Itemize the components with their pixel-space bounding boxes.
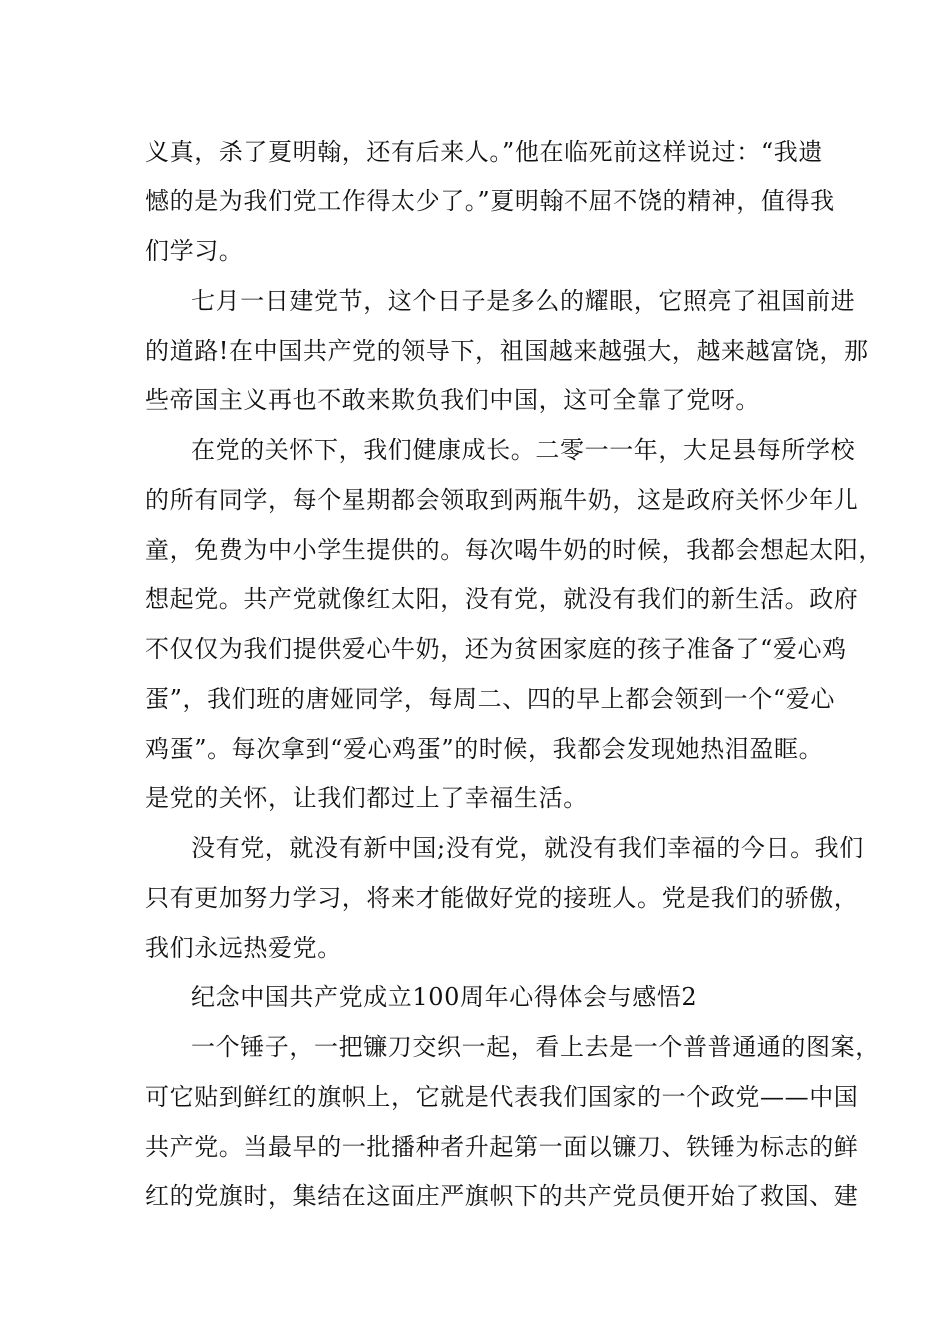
text-line: 不仅仅为我们提供爱心牛奶，还为贫困家庭的孩子准备了“爱心鸡 bbox=[145, 635, 847, 663]
text-line: 些帝国主义再也不敢来欺负我们中国，这可全靠了党呀。 bbox=[145, 386, 760, 414]
text-line: 的所有同学，每个星期都会领取到两瓶牛奶，这是政府关怀少年儿 bbox=[145, 486, 859, 514]
text-line: 童，免费为中小学生提供的。每次喝牛奶的时候，我都会想起太阳， bbox=[145, 536, 883, 564]
text-line: 是党的关怀，让我们都过上了幸福生活。 bbox=[145, 784, 588, 812]
section-title: 纪念中国共产党成立100周年心得体会与感悟2 bbox=[191, 983, 698, 1011]
paragraph-start-line: 在党的关怀下，我们健康成长。二零一一年，大足县每所学校 bbox=[191, 436, 856, 464]
text-line: 只有更加努力学习，将来才能做好党的接班人。党是我们的骄傲， bbox=[145, 884, 859, 912]
text-line: 鸡蛋”。每次拿到“爱心鸡蛋”的时候，我都会发现她热泪盈眶。 bbox=[145, 735, 824, 763]
text-line: 的道路!在中国共产党的领导下，祖国越来越强大，越来越富饶，那 bbox=[145, 337, 869, 365]
text-line: 红的党旗时，集结在这面庄严旗帜下的共产党员便开始了救国、建 bbox=[145, 1182, 859, 1210]
text-line: 共产党。当最早的一批播种者升起第一面以镰刀、铁锤为标志的鲜 bbox=[145, 1133, 859, 1161]
text-line: 们学习。 bbox=[145, 237, 244, 265]
text-line: 可它贴到鲜红的旗帜上，它就是代表我们国家的一个政党——中国 bbox=[145, 1083, 859, 1111]
text-line: 憾的是为我们党工作得太少了。”夏明翰不屈不饶的精神，值得我 bbox=[145, 187, 835, 215]
text-line: 义真，杀了夏明翰，还有后来人。”他在临死前这样说过：“我遗 bbox=[145, 138, 823, 166]
paragraph-start-line: 没有党，就没有新中国;没有党，就没有我们幸福的今日。我们 bbox=[191, 834, 864, 862]
paragraph-start-line: 一个锤子，一把镰刀交织一起，看上去是一个普普通通的图案， bbox=[191, 1033, 880, 1061]
paragraph-start-line: 七月一日建党节，这个日子是多么的耀眼，它照亮了祖国前进 bbox=[191, 287, 856, 315]
text-line: 想起党。共产党就像红太阳，没有党，就没有我们的新生活。政府 bbox=[145, 585, 859, 613]
text-line: 蛋”，我们班的唐娅同学，每周二、四的早上都会领到一个“爱心 bbox=[145, 685, 835, 713]
text-line: 我们永远热爱党。 bbox=[145, 934, 342, 962]
